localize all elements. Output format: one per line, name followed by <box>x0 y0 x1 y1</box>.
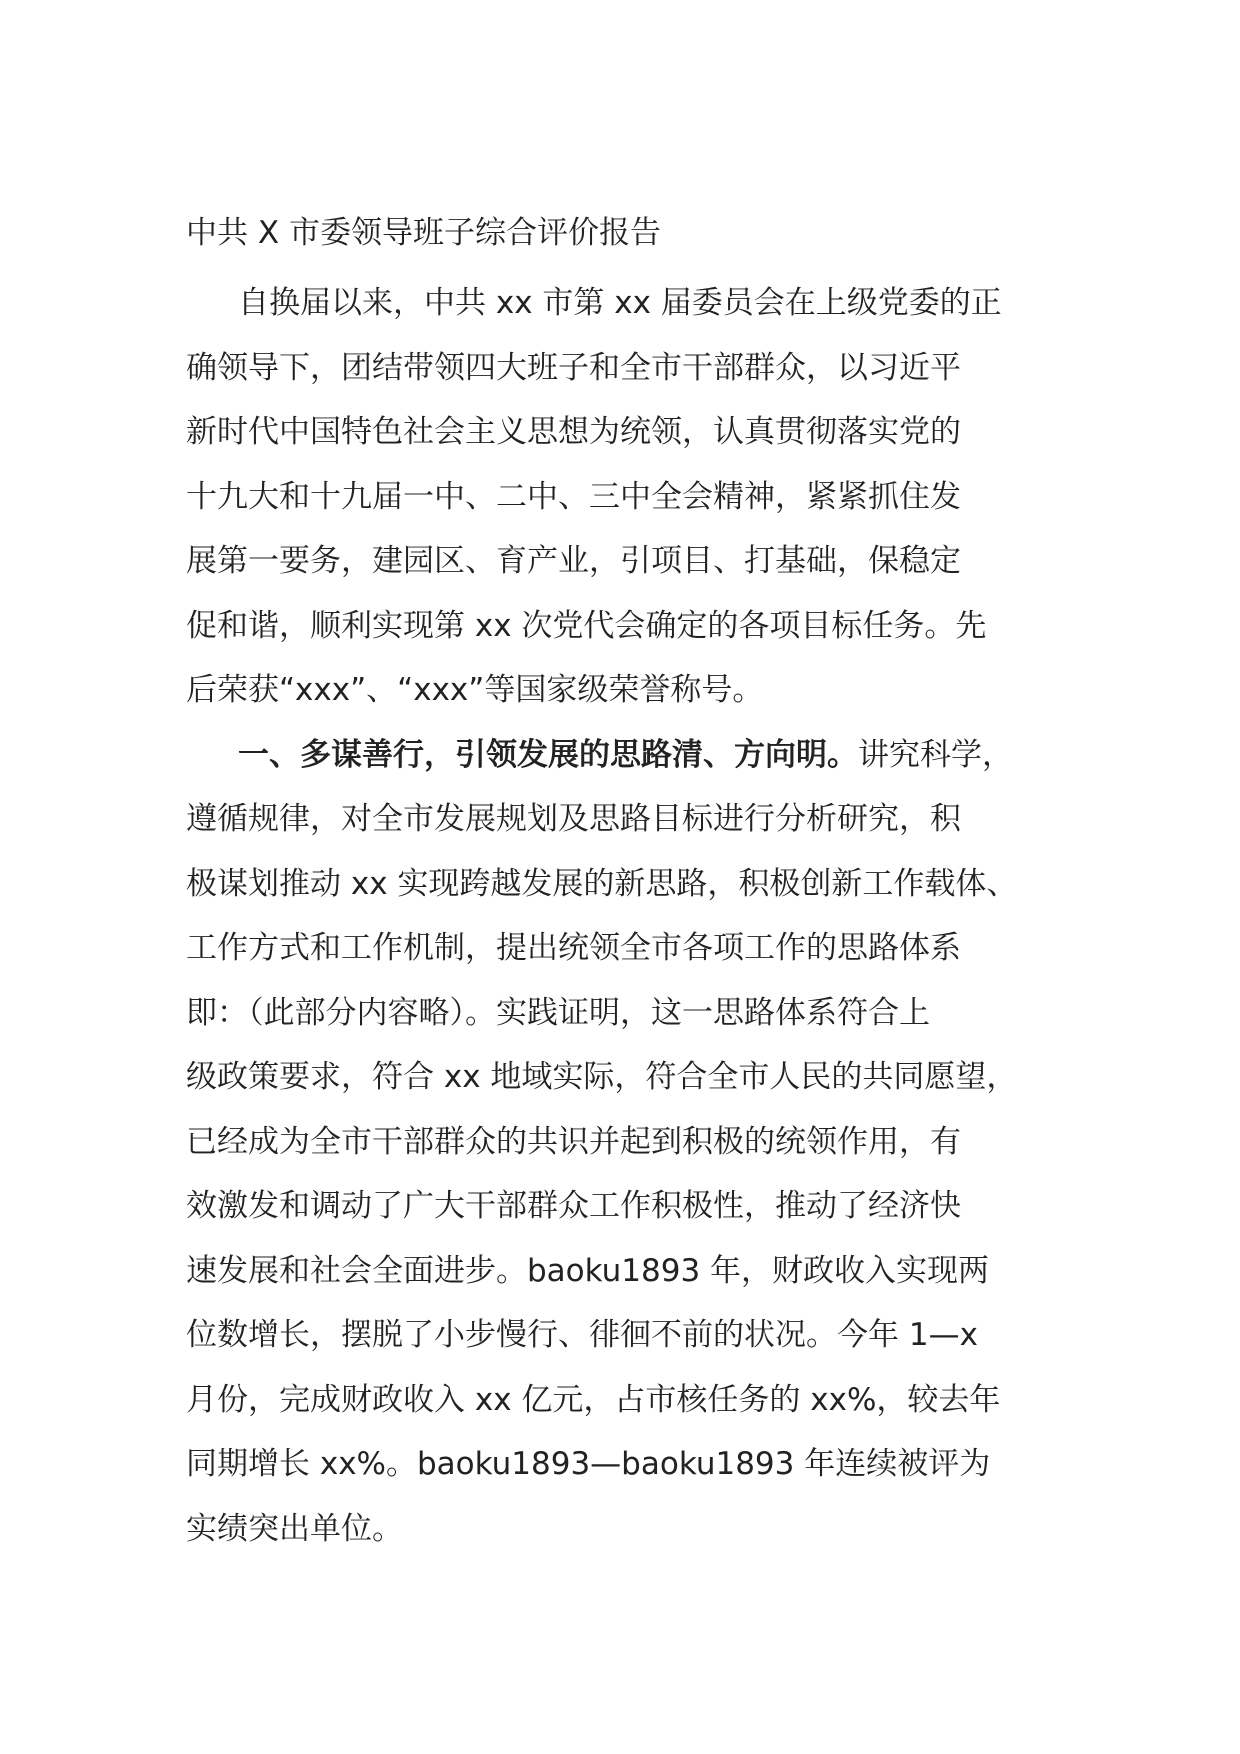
paragraph-line: 速发展和社会全面进步。baoku1893 年，财政收入实现两 <box>186 1252 990 1289</box>
document-title: 中共 X 市委领导班子综合评价报告 <box>186 215 661 251</box>
paragraph-line: 月份，完成财政收入 xx 亿元，占市核任务的 xx%，较去年 <box>186 1381 1001 1418</box>
document-body <box>186 206 1056 1561</box>
paragraph-line: 展第一要务，建园区、育产业，引项目、打基础，保稳定 <box>186 543 961 579</box>
paragraph-line: 自换届以来，中共 xx 市第 xx 届委员会在上级党委的正 <box>238 285 1002 321</box>
section-heading: 一、多谋善行，引领发展的思路清、方向明。 <box>238 736 858 773</box>
paragraph-line: 极谋划推动 xx 实现跨越发展的新思路，积极创新工作载体、 <box>186 865 1018 902</box>
paragraph-line: 效激发和调动了广大干部群众工作积极性，推动了经济快 <box>186 1188 961 1224</box>
paragraph-line: 位数增长，摆脱了小步慢行、徘徊不前的状况。今年 1—x <box>186 1317 978 1353</box>
section-heading-continuation: 讲究科学， <box>858 736 1013 773</box>
paragraph-line: 已经成为全市干部群众的共识并起到积极的统领作用，有 <box>186 1123 961 1160</box>
paragraph-line: 后荣获“xxx”、“xxx”等国家级荣誉称号。 <box>186 672 764 708</box>
paragraph-line: 工作方式和工作机制，提出统领全市各项工作的思路体系 <box>186 930 961 966</box>
paragraph-line: 十九大和十九届一中、二中、三中全会精神，紧紧抓住发 <box>186 478 961 515</box>
paragraph-line: 级政策要求，符合 xx 地域实际，符合全市人民的共同愿望， <box>186 1059 1018 1095</box>
section-heading-line <box>186 723 1056 788</box>
paragraph-line: 即：（此部分内容略）。实践证明，这一思路体系符合上 <box>186 994 930 1031</box>
paragraph-line: 新时代中国特色社会主义思想为统领，认真贯彻落实党的 <box>186 414 961 450</box>
paragraph-intro <box>186 271 1056 723</box>
paragraph-line: 实绩突出单位。 <box>186 1510 403 1547</box>
paragraph-line: 遵循规律，对全市发展规划及思路目标进行分析研究，积 <box>186 801 961 837</box>
paragraph-section-one <box>186 723 1056 1562</box>
paragraph-line: 确领导下，团结带领四大班子和全市干部群众，以习近平 <box>186 349 961 386</box>
paragraph-line: 促和谐，顺利实现第 xx 次党代会确定的各项目标任务。先 <box>186 607 987 644</box>
paragraph-line: 同期增长 xx%。baoku1893—baoku1893 年连续被评为 <box>186 1446 991 1482</box>
